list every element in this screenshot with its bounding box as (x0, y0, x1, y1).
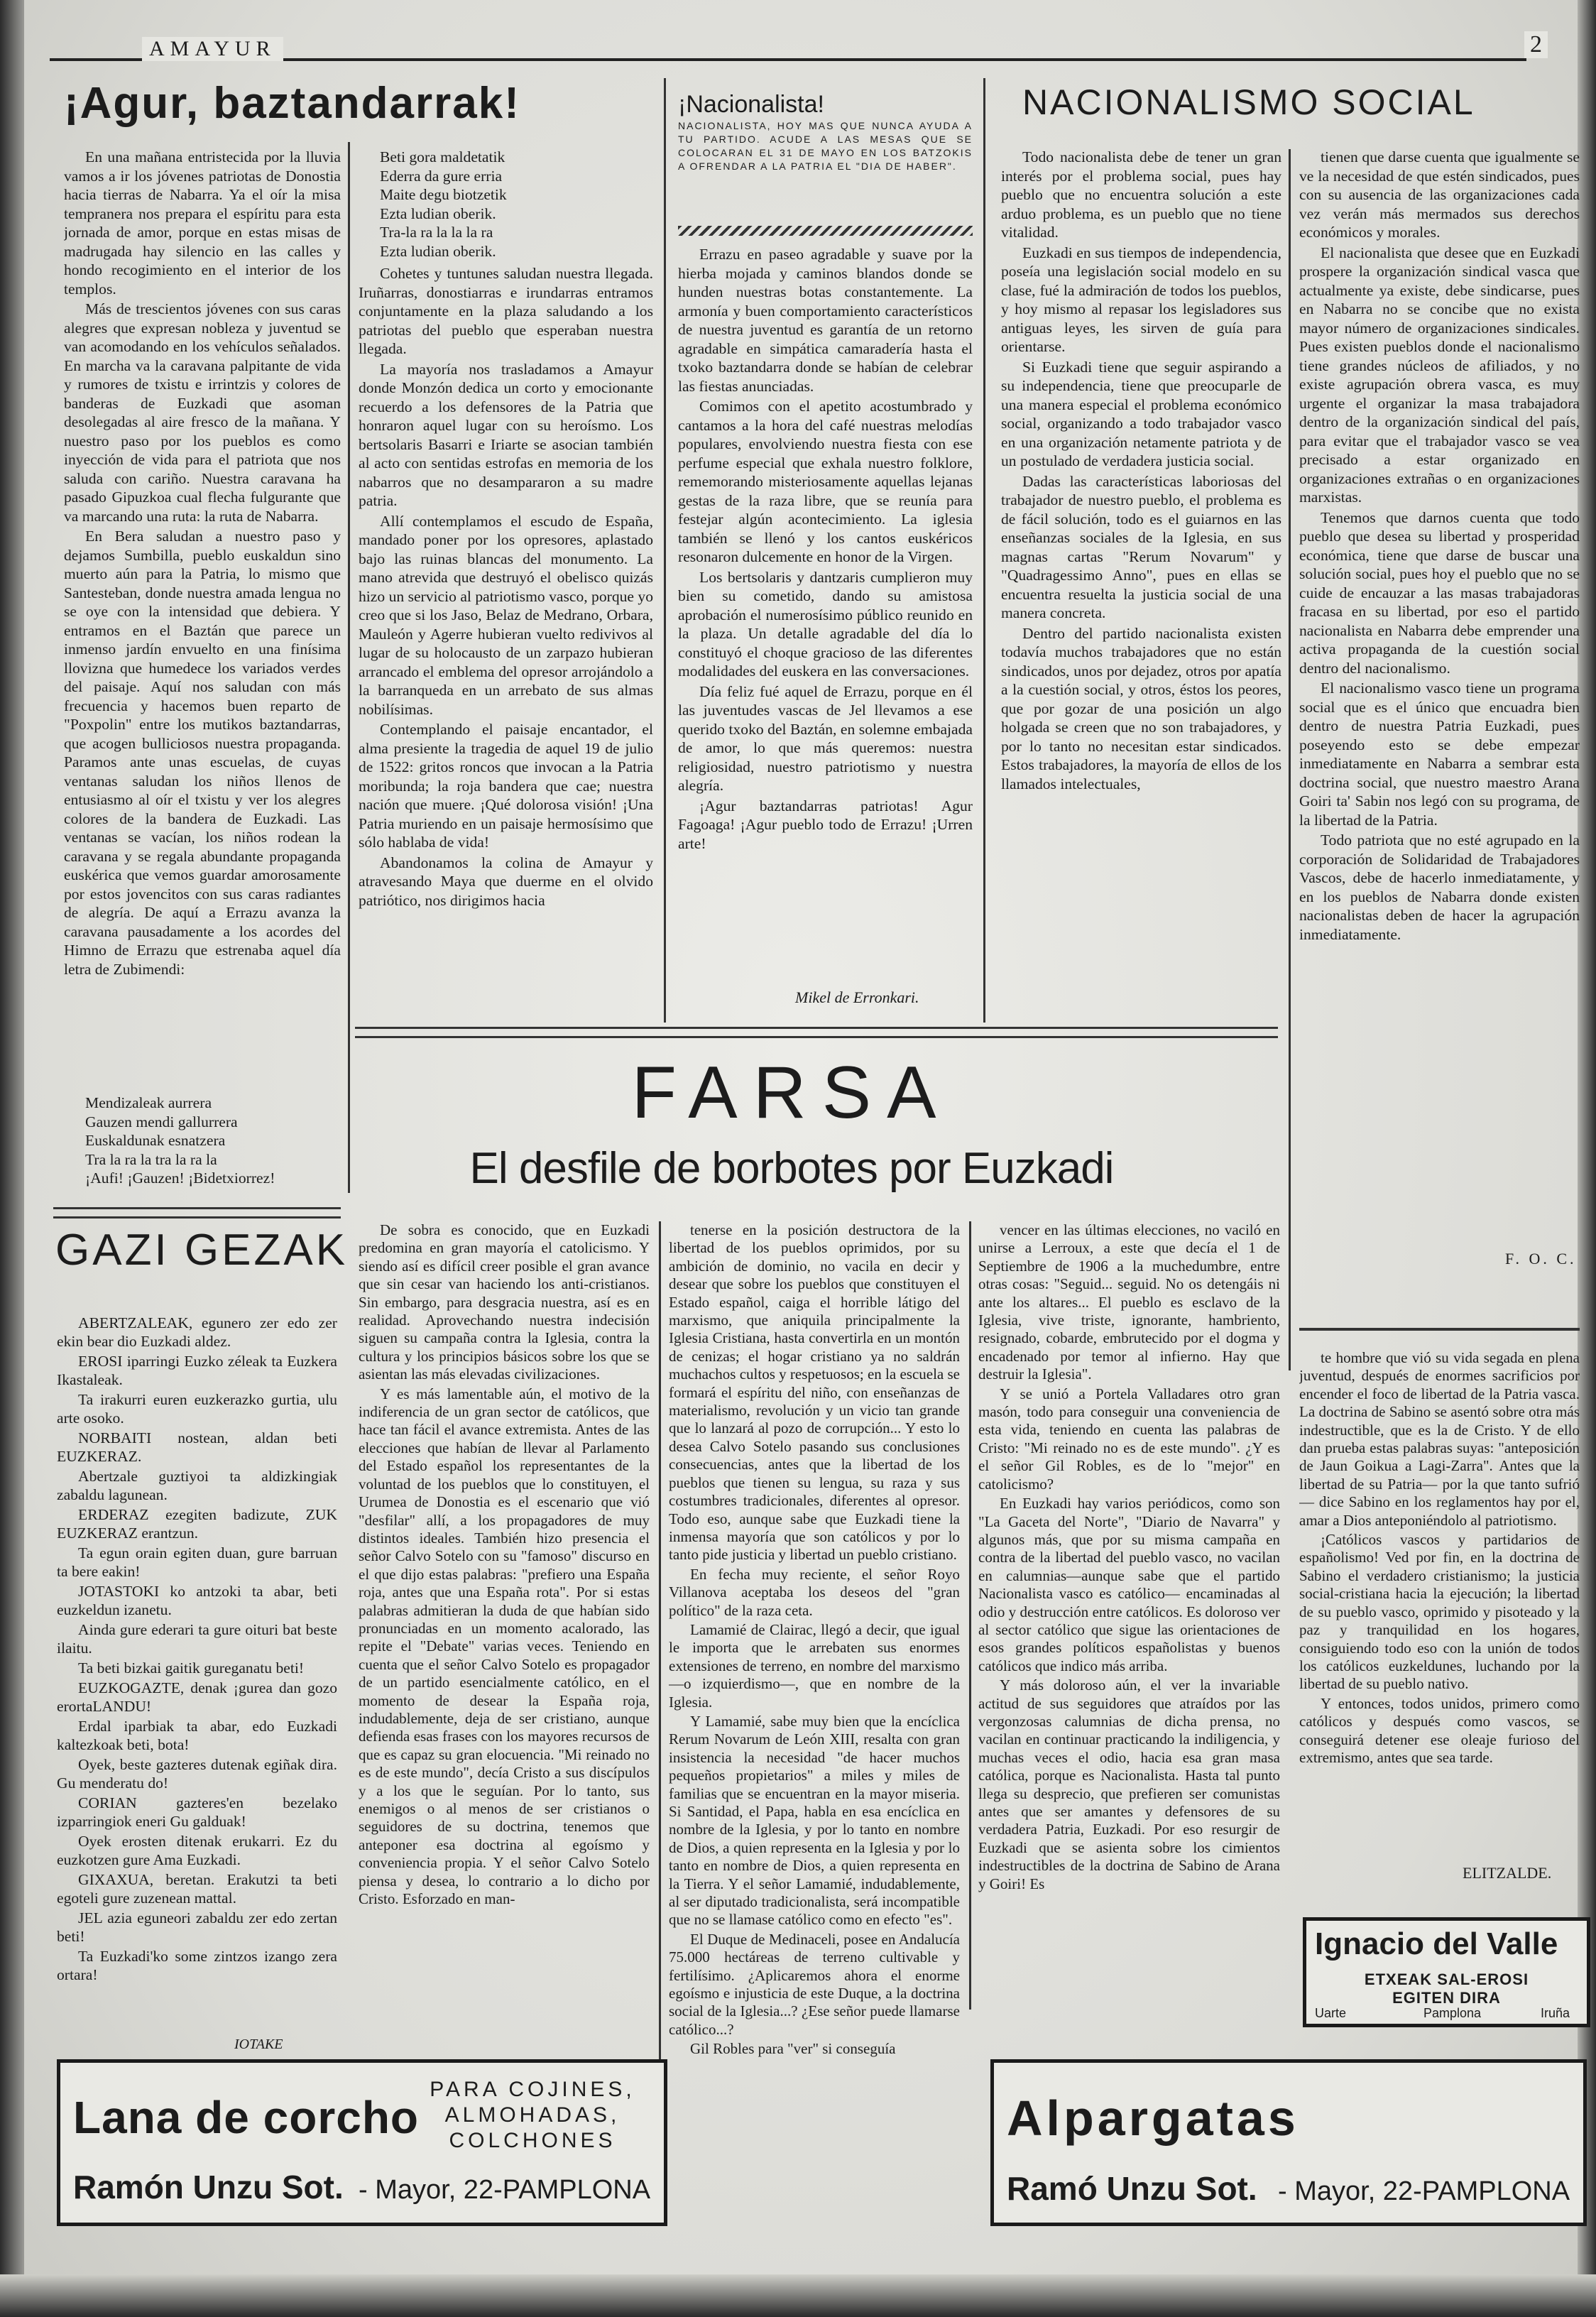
page-header (50, 31, 1555, 65)
gazi-gezak-column (57, 1314, 337, 2031)
ad-alpargatas (990, 2059, 1587, 2226)
verse-line: Beti gora maldetatik (380, 148, 505, 165)
section-rule (1299, 1328, 1580, 1331)
verse-line: Mendizaleak aurrera (85, 1094, 212, 1111)
verse-line: Ezta ludian oberik. (380, 205, 496, 222)
gazi-line: JOTASTOKI ko antzoki ta abar, beti euzkeldun izanetu. (57, 1583, 337, 1618)
agur-paragraph: Abandonamos la colina de Amayur y atravesando Maya que duerme en el olvido patriótico, nos dirigimos hacia (359, 854, 653, 909)
verse-line: Ezta ludian oberik. (380, 242, 496, 260)
ns-paragraph: Dentro del partido nacionalista existen todavía muchos trabajadores que no están sindicados, unos por dejadez, otros por apatía a la cuestión social, y otros, éstos los peores, que por gozar de una posición un algo holgada se creen que no son trabajadores, y por lo tanto no necesitan estar sindicados. Estos trabajadores, la mayoría de ellos de los llamados intelectuales, (1001, 624, 1281, 792)
ad-ignacio-del-valle (1303, 1917, 1590, 2027)
ns-paragraph: Dadas las características laboriosas del trabajador de nuestro pueblo, el problema es de fácil solución, todo es el guiarnos en las enseñanzas sociales de la Iglesia, en sus magnas cartas "Rerum Novarum" y "Quadragessimo Anno", pues en ellas se encuentra resuelta la justicia social de una manera concreta. (1001, 472, 1281, 621)
gazi-gezak-title: GAZI GEZAK (55, 1226, 349, 1275)
gazi-line: Ta beti bizkai gaitik gureganatu beti! (78, 1659, 305, 1677)
gazi-line: GIXAXUA, beretan. Erakutzi ta beti egoteli gure zuzenean mattal. (57, 1871, 337, 1907)
gazi-line: Ta irakurri euren euzkerazko gurtia, ulu arte osoko. (57, 1391, 337, 1427)
farsa-column-3 (978, 1221, 1280, 2010)
scan-edge-left (0, 0, 24, 2317)
ad-alpargatas-address: - Mayor, 22-PAMPLONA (1278, 2176, 1570, 2206)
nacionalista-paragraph: Comimos con el apetito acostumbrado y cantamos a la hora del café nuestras melodías populares, envolviendo nuestra fiesta con ese perfume especial que exhala nuestro folklore, rememorando misteriosamente aquellas lejanas gestas de la raza libre, que se reunía para festejar algún acontecimiento. La iglesia también se llenó y los cantos euskéricos resonaron dulcemente en honor de la Virgen. (678, 398, 973, 565)
farsa-paragraph: vencer en las últimas elecciones, no vaciló en unirse a Lerroux, a este que decía el 1 de Septiembre de 1906 a la muchedumbre, entre otras cosas: "Seguid... seguid. No os detengáis ni ante los altares... El pueblo es esclavo de la Iglesia, vive triste, ignorante, hambriento, resignado, cobarde, embrutecido por el dogma y encadenado por temor al infierno. Hay que destruir la Iglesia". (978, 1221, 1280, 1383)
ad-valle-name: Ignacio del Valle (1315, 1926, 1558, 1961)
farsa-paragraph: De sobra es conocido, que en Euzkadi predomina en gran mayoría el catolicismo. Y siendo así es difícil creer posible el gran avance que sin cesar van haciendo los anti-cristianos. Sin embargo, para desgracia nuestra, así es en realidad. Aprovechando nuestra indecisión siguen su campaña contra la Iglesia, contra la cultura y los principios básicos sobre los que se asientan las más elevadas civilizaciones. (359, 1221, 650, 1383)
verse-line: Tra la ra la tra la ra la (85, 1150, 217, 1168)
verse-line: Ederra da gure erria (380, 167, 503, 185)
ad-alpargatas-seller: Ramó Unzu Sot. (1007, 2170, 1257, 2207)
farsa-paragraph: te hombre que vió su vida segada en plena juventud, después de enormes sacrificios por encender el foco de libertad de la Patria vasca. La doctrina de Sabino se asentó sobre otra más indestructible, que es la de Cristo. Y de ello dan prueba estas palabras suyas: "anteposición de Jaun Goikua a Lagi-Zarra". Antes que la libertad de su Patria— por la que tanto sufrió— dice Sabino en los reglamentos hay por el, amar a Dios anteponiéndolo al patriotismo. (1299, 1349, 1580, 1529)
gazi-line: Oyek, beste gazteres dutenak egiñak dira. Gu menderatu do! (57, 1756, 337, 1792)
section-rule-double (355, 1027, 1278, 1038)
ns-paragraph: El nacionalista que desee que en Euzkadi prospere la organización sindical vasca que actualmente ya existe, debe sindicarse, pues en Nabarra no se concibe que no exista mayor número de organizaciones sindicales. Pues existen pueblos donde el nacionalismo tiene grandes núcleos de afiliados, y no existe agrupación obrera vasca, es muy urgente el organizar la masa trabajadora dentro de la organización sindical del país, para evitar que el trabajador vasco se vea precisado a estar organizado en organizaciones extrañas o en organizaciones marxistas. (1299, 244, 1580, 506)
gazi-line: Erdal iparbiak ta abar, edo Euzkadi kaltezkoak beti, bota! (57, 1718, 337, 1753)
ad-lana-product: ALMOHADAS, (444, 2103, 621, 2127)
ad-valle-line: ETXEAK SAL-EROSI (1364, 1970, 1529, 1988)
nacionalista-paragraph: Errazu en paseo agradable y suave por la hierba mojada y caminos blandos donde se hunden nuestras botas constantemente. La armonía y buen comportamiento característicos de nuestra juventud es garantía de un retorno agradable en simpática camaradería hasta el txoko baztandarra donde se habían de celebrar las fiestas anunciadas. (678, 246, 973, 395)
verse-line: Gauzen mendi gallurrera (85, 1113, 238, 1130)
nacionalista-column (678, 245, 973, 983)
nacionalista-kicker: NACIONALISTA, HOY MAS QUE NUNCA AYUDA A TU PARTIDO. ACUDE A LAS MESAS QUE SE COLOCARAN EL 31 DE MAYO EN LOS BATZOKIS A OFRENDAR A LA PATRIA EL "DIA DE HABER". (678, 120, 973, 172)
ad-valle-town: Iruña (1541, 2006, 1570, 2020)
ornament-rule (678, 226, 973, 236)
ns-paragraph: Si Euzkadi tiene que seguir aspirando a su independencia, tiene que preocuparle de una manera especial el problema económico social, organizando a todo trabajador vasco en una organización netamente patriota y de un postulado de verdadera justicia social. (1001, 358, 1281, 469)
ns-paragraph: Todo patriota que no esté agrupado en la corporación de Solidaridad de Trabajadores Vascos, debe de hacerlo inmediatamente, y en los pueblos de Nabarra donde existen nacionalistas deben de hacer la agrupación inmediatamente. (1299, 832, 1580, 943)
ns-signature: F. O. C. (1505, 1250, 1577, 1267)
gazi-line: Abertzale guztiyoi ta aldizkingiak zabaldu lagunean. (57, 1468, 337, 1503)
agur-paragraph: Más de trescientos jóvenes con sus caras alegres que expresan nobleza y juventud se van acomodando en los vehículos señalados. En marcha va la caravana palpitante de vida y rumores de txistu e irrintzis y colores de banderas de Euzkadi que asoman desolegadas al aire fresco de la mañana. Y nuestro paso por los pueblos es como inyección de vida para el patriota que nos saluda con cariño. Nuestra caravana ha pasado Gipuzkoa cual flecha fulgurante que va marcando una ruta: la ruta de Nabarra. (64, 300, 341, 525)
verse-line: ¡Aufi! ¡Gauzen! ¡Bidetxiorrez! (85, 1170, 275, 1187)
agur-column-2 (359, 264, 653, 1006)
farsa-paragraph: El Duque de Medinaceli, posee en Andalucía 75.000 hectáreas de terreno cultivable y fertilísimo. ¿Aplicaremos ahora el enorme egoísmo e injusticia de este Duque, a la doctrina social de la Iglesia...? ¿Ese señor puede llamarse católico...? (669, 1930, 960, 2038)
ad-valle-town: Uarte (1315, 2006, 1347, 2020)
ns-paragraph: Tenemos que darnos cuenta que todo pueblo que desea su libertad y prosperidad económica, tiene que darse de buscar una solución social, pues hoy el pueblo que no se cuide de encauzar a las masas trabajadoras fracasa en su libertad, por eso el partido nacionalista en Nabarra debe emprender una activa propaganda de la cuestión social dentro del nacionalismo. (1299, 508, 1580, 677)
farsa-column-4 (1299, 1349, 1580, 1860)
page-number: 2 (1524, 31, 1548, 58)
verse-line: Euskaldunak esnatzera (85, 1132, 226, 1149)
nacionalismo-social-column-2 (1299, 148, 1580, 1241)
column-rule (664, 78, 666, 1023)
agur-verse-2 (380, 148, 507, 261)
farsa-paragraph: En Euzkadi hay varios periódicos, como son "La Gaceta del Norte", "Diario de Navarra" y algunos más, que por su misma campaña en contra de la libertad del pueblo vasco, no vacilan en calumnias—aunque sabe que el partido Nacionalista vasco es católico— encaminadas al odio y destrucción entre católicos. Es doloroso ver al sector católico que sigue las orientaciones de esos grandes políticos españolistas y buenos católicos que indico más arriba. (978, 1495, 1280, 1674)
ns-paragraph: Euzkadi en sus tiempos de independencia, poseía una legislación social modelo en su clase, fué la admiración de todos los pueblos, y hoy mismo al repasar los legisladores sus antiguas leyes, les sirven de guía para orientarse. (1001, 244, 1281, 355)
ad-lana-address: - Mayor, 22-PAMPLONA (359, 2175, 651, 2205)
ad-lana-product: COLCHONES (449, 2129, 616, 2152)
ad-valle-line-2: EGITEN DIRA (1392, 1989, 1501, 2007)
column-rule (1289, 149, 1291, 1370)
verse-line: Tra-la ra la la la ra (380, 224, 493, 241)
column-rule (983, 78, 985, 1023)
ad-lana-seller: Ramón Unzu Sot. (73, 2169, 344, 2206)
ad-lana-product: PARA COJINES, (430, 2078, 635, 2101)
farsa-paragraph: Y se unió a Portela Valladares otro gran masón, todo para conseguir una conveniencia de esta vida, teniendo en cuenta las palabras de Cristo: "Mi reinado no es de este mundo". ¿Y es el señor Gil Robles, es de lo "mejor" en catolicismo? (978, 1385, 1280, 1493)
column-rule (969, 1221, 971, 2010)
gazi-line: Ainda gure ederari ta gure oituri bat beste ilaitu. (57, 1621, 337, 1657)
farsa-paragraph: Gil Robles para "ver" si conseguía (690, 2040, 896, 2058)
nacionalismo-social-title: NACIONALISMO SOCIAL (1022, 82, 1475, 122)
farsa-paragraph: Lamamié de Clairac, llegó a decir, que igual le importa que le arrebaten sus enormes extensiones de terreno, en nombre del marxismo —o izquierdismo—, que en nombre de la Iglesia. (669, 1620, 960, 1711)
nacionalismo-social-column-1 (1001, 148, 1281, 1007)
ns-paragraph: Todo nacionalista debe de tener un gran interés por el problema social, pues hay pueblo que no encuentra solución a este arduo problema, es un pueblo que no tiene vitalidad. (1001, 148, 1281, 241)
farsa-column-1 (359, 1221, 650, 2045)
column-rule (348, 142, 350, 1193)
gazi-line: CORIAN gazteres'en bezelako izparringiok eneri Gu galduak! (57, 1794, 337, 1830)
agur-paragraph: Contemplando el paisaje encantador, el alma presiente la tragedia de aquel 19 de julio de 1522: gritos roncos que invocan a la Patria moribunda; la roja bandera que cae; nuestra nación que muere. ¡Qué dolorosa visión! ¡Una Patria muriendo en un paisaje hermosísimo que sólo hablaba de vida! (359, 721, 653, 851)
section-rule-double (53, 1207, 341, 1219)
agur-paragraph: Allí contemplamos el escudo de España, mandado poner por los opresores, aplastado bajo las ruinas blancas del monumento. La mano atrevida que destruyó el obelisco quizás hizo un servicio al patriotismo vasco, porque yo creo que si los Jaso, Belaz de Medrano, Orbara, Mauleón y Agerre hubieran vuelto redivivos al lugar de su holocausto de un zarpazo hubieran arrancado el emblema del opresor arrojándolo a la barranqueda en un arrebato de sus almas nobilísimas. (359, 512, 653, 718)
farsa-paragraph: Y más doloroso aún, el ver la invariable actitud de sus seguidores que atraídos por las vergonzosas calumnias de dicha prensa, no vacilan en continuar practicando la indiligencia, y muchas veces el odio, hacia esa gran masa católica, porque es Nacionalista. Hasta tal punto llega su desprecio, que prefieren ser comunistas antes que ser amantes y defensores de su verdadera Patria, Euzkadi. Por eso resurgir de Euzkadi que se asienta sobre los cimientos indestructibles de la doctrina de Sabino de Arana y Goiri! Es (978, 1677, 1280, 1892)
farsa-column-2 (669, 1221, 960, 2173)
scan-edge-bottom (0, 2274, 1596, 2317)
ad-alpargatas-brand: Alpargatas (1007, 2090, 1299, 2146)
farsa-paragraph: En fecha muy reciente, el señor Royo Villanova aceptaba los deseos del "gran político" de la raza ceta. (669, 1565, 960, 1619)
agur-paragraph: En una mañana entristecida por la lluvia vamos a ir los jóvenes patriotas de Donostia hacia tierras de Nabarra. Ya el oír la misa tempranera nos prepara el espíritu para esta jornada de amor, porque en estas misas de madrugada hay silencio en las calles y hondo recogimiento en el interior de los templos. (64, 148, 341, 298)
ns-paragraph: El nacionalismo vasco tiene un programa social que es el único que encuadra bien dentro de nuestra Patria Euzkadi, pues poseyendo esto se debe empezar inmediatamente en Nabarra a sembrar esta doctrina social, que nuestro maestro Arana Goiri ta' Sabin nos legó con su programa, de la libertad de la Patria. (1299, 680, 1580, 829)
verse-line: Maite degu biotzetik (380, 186, 507, 203)
agur-paragraph: La mayoría nos trasladamos a Amayur donde Monzón dedica un corto y emocionante recuerdo a los defensores de la Patria que honraron aquel lugar con su heroísmo. Los bertsolaris Basarri e Iriarte se asocian también al acto con sentidas estrofas en memoria de los nabarros que no desampararon a su madre patria. (359, 360, 653, 509)
nacionalista-paragraph: Los bertsolaris y dantzaris cumplieron muy bien su cometido, dando su amistosa aprobación el numerosísimo público reunido en la plaza. Un detalle agradable del día lo constituyó el choque gracioso de las diferentes modalidades del euskera en las conversaciones. (678, 568, 973, 680)
gazi-line: ERDERAZ ezegiten badizute, ZUK EUZKERAZ erantzun. (57, 1506, 337, 1542)
nacionalista-title: ¡Nacionalista! (678, 91, 824, 118)
farsa-paragraph: Y es más lamentable aún, el motivo de la indiferencia de un gran sector de católicos, que hace tan fácil el avance extremista. Antes de las elecciones que habían de llevar al Parlamento del Estado español los representantes de la voluntad de los pueblos que lo constituyen, el Urumea de Donostia es el escenario que vió "desfilar" allí, a los propagadores de muy distintos ideales. También hizo presencia el señor Calvo Sotelo con su "famoso" discurso en el que dijo estas palabras: "prefiero una España roja, antes que una España rota". Por si estas palabras admitieran la duda de que habían sido pronunciadas en un momento acalorado, las repite el "Debate" varias veces. Teniendo en cuenta que el señor Calvo Sotelo es propagador de un partido esencialmente católico, en el momento de desear la España roja, indudablemente, deja de ser cristiano, aunque defienda esas frases con los mayores recursos de que es capaz su gran elocuencia. "Mi reinado no es de este mundo", decía Cristo a sus discípulos y a los que le seguían. Por lo tanto, sus enemigos o al menos de ser cristianos o seguidores de su doctrina, tenemos que anteponer esa doctrina al egoísmo y conveniencia propia. Y el señor Calvo Sotelo piensa y desea, lo contrario a lo dicho por Cristo. Esforzado en man- (359, 1385, 650, 1908)
agur-column-1 (64, 148, 341, 1094)
nacionalista-signature: Mikel de Erronkari. (795, 988, 919, 1006)
gazi-line: Oyek erosten ditenak erukarri. Ez du euzkotzen gure Ama Euzkadi. (57, 1833, 337, 1868)
ad-lana-products (415, 2077, 650, 2154)
farsa-subtitle: El desfile de borbotes por Euzkadi (469, 1144, 1114, 1193)
gazi-line: Ta Euzkadi'ko some zintzos izango zera ortara! (57, 1948, 337, 1983)
farsa-paragraph: Y entonces, todos unidos, primero como católicos y después como vascos, se conseguirá detener ese oleaje furioso del extremismo, antes que sea tarde. (1299, 1694, 1580, 1766)
agur-verse-1 (85, 1094, 275, 1188)
agur-title: ¡Agur, baztandarrak! (64, 79, 520, 128)
gazi-line: EUZKOGAZTE, denak ¡gurea dan gozo erortaLANDU! (57, 1679, 337, 1715)
column-rule (659, 1221, 661, 2173)
ad-lana-de-corcho (57, 2059, 667, 2226)
gazi-line: JEL azia eguneori zabaldu zer edo zertan beti! (57, 1909, 337, 1945)
gazi-line: NORBAITI nostean, aldan beti EUZKERAZ. (57, 1429, 337, 1465)
gazi-line: Ta egun orain egiten duan, gure barruan ta bere eakin! (57, 1544, 337, 1580)
ns-paragraph: tienen que darse cuenta que igualmente se ve la necesidad de que estén sindicados, pues con su ausencia de las organizaciones cada vez verán más mermados sus derechos económicos y morales. (1299, 148, 1580, 241)
gazi-line: EROSI iparringi Euzko zéleak ta Euzkera Ikastaleak. (57, 1353, 337, 1388)
nacionalista-paragraph: Día feliz fué aquel de Errazu, porque en él las juventudes vascas de Jel llevamos a ese querido txoko del Baztán, en solemne embajada de amor, lo que más queremos: nuestra religiosidad, nuestro patriotismo y nuestra alegría. (678, 682, 973, 794)
farsa-paragraph: ¡Católicos vascos y partidarios de españolismo! Ved por fin, en la doctrina de Sabino el verdadero cristianismo; la justicia social-cristiana hacia la ejecución; la libertad de su pueblo vasco, oprimido y pisoteado y la paz y tranquilidad en los hogares, consiguiendo todo eso con la unión de todos los católicos euzkeldunes, luchando por la libertad de su pueblo nativo. (1299, 1531, 1580, 1693)
gazi-signature: IOTAKE (234, 2037, 283, 2052)
ad-valle-town: Pamplona (1423, 2006, 1482, 2020)
gazi-line: ABERTZALEAK, egunero zer edo zer ekin bear dio Euzkadi aldez. (57, 1314, 337, 1350)
ad-lana-brand: Lana de corcho (73, 2092, 419, 2143)
farsa-paragraph: tenerse en la posición destructora de la libertad de los pueblos oprimidos, por su ambición de dominio, no vacila en decir y desear que sobre los pueblos que constituyen el Estado español, caiga el horrible látigo del marxismo, que aniquila principalmente la Iglesia Cristiana, hasta convertirla en un montón de cenizas; el hogar cristiano ya no saldrán muchachos cultos y respetuosos; en la escuela se formará el espíritu del niño, con enseñanzas de materialismo, revolución y un vicio tan grande que lo lanzará al pozo de corrupción... Y esto lo desea Calvo Sotelo pasando sus conclusiones consecuencias, antes que la libertad de los pueblos que tienen su lengua, su raza y sus costumbres tradicionales, diferentes al opresor. Todo eso, aunque sabe que Euzkadi tiene la inmensa mayoría que son católicos y por lo tanto pide justicia y libertad un pueblo cristiano. (669, 1221, 960, 1564)
masthead: AMAYUR (142, 37, 283, 61)
agur-paragraph: En Bera saludan a nuestro paso y dejamos Sumbilla, pueblo euskaldun sino muerto aún para la Patria, lo mismo que Santesteban, donde nuestra amada lengua no se oye con la intensidad que debiera. Y entramos en el Baztán que parece un inmenso jardín envuelto en una finísima llovizna que humedece los variados verdes del paisaje. Aquí nos saludan con más frecuencia y hacemos buen reparto de "Poxpolin" entre los mutikos baztandarras, que acogen bulliciosos nuestra propaganda. Paramos ante unas escuelas, de cuyas ventanas saludan los niños llenos de entusiasmo al oír el txistu y ver los alegres colores de la bandera de Euzkadi. Las ventanas se vacían, los niños rodean la caravana y se regala abundante propaganda euskérica que vemos guardar amorosamente por estos jovencitos con sus caras radiantes de alegría. De aquí a Errazu avanza la caravana pausadamente a los acordes del Himno de Errazu que estrenaba aquel día letra de Zubimendi: (64, 528, 341, 978)
farsa-title: FARSA (631, 1052, 952, 1134)
agur-paragraph: Cohetes y tuntunes saludan nuestra llegada. Iruñarras, donostiarras e irundarras entramos conjuntamente en la plaza saludando a los patriotas del pueblo que esperaban nuestra llegada. (359, 265, 653, 357)
farsa-signature: ELITZALDE. (1463, 1864, 1552, 1882)
farsa-paragraph: Y Lamamié, sabe muy bien que la encíclica Rerum Novarum de León XIII, resalta con gran insistencia la necesidad "de hacer muchos pequeños propietarios" a miles y miles de familias que se encuentran en la mayor miseria. Si Santidad, el Papa, habla en esa encíclica en nombre de la Iglesia, y por lo tanto en nombre de Dios, a quien representa en la Iglesia y por lo tanto en nombre de Dios, a quien representa en la Tierra. Y el señor Lamamié, indudablemente, al ser diputado tradicionalista, será incompatible que no se llamase católico como en efecto "es". (669, 1712, 960, 1929)
nacionalista-paragraph: ¡Agur baztandarras patriotas! Agur Fagoaga! ¡Agur pueblo todo de Errazu! ¡Urren arte! (678, 797, 973, 852)
